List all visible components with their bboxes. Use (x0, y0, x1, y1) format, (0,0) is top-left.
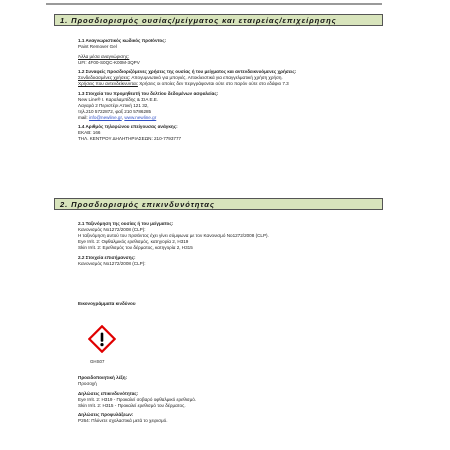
product-name: Paint Remover Gel (78, 44, 117, 49)
section-2-body (78, 221, 383, 267)
skin-irritation-class: Skin Irrit. 2: Ερεθισμός του δέρματος, κατηγορία 2, H315 (78, 245, 193, 250)
top-rule (46, 3, 382, 5)
supplier-website-link[interactable]: www.newline.gr (124, 114, 157, 120)
supplier-phone: τηλ.210 5722872, φαξ 210 5786285 (78, 108, 152, 114)
relevant-uses-label: Συνδεδυασμένες χρήσεις: (78, 75, 131, 80)
emergency-heading: 1.4 Αριθμός τηλεφώνου επείγουσας ανάγκης: (78, 124, 178, 129)
pictograms-heading: Εικονογράμματα κινδύνου (78, 301, 136, 306)
relevant-uses-value: Απογυμνωτικό για μπογιές. Αποκλειστικά για επαγγελματική χρήση χρήση. (130, 75, 283, 80)
supplier-email-link[interactable]: info@newline.gr (88, 114, 122, 120)
contact-separator: , (121, 114, 125, 120)
hazard-statements-heading: Δηλώσεις επικινδυνότητας: (78, 390, 139, 396)
signal-word-heading: Προειδοποιητική λέξη: (78, 375, 128, 380)
emergency-poison-center: ΤΗΛ. ΚΕΝΤΡΟΥ ΔΗΛΗΤΗΡΙΑΣΕΩΝ: 210-7793777 (78, 136, 182, 141)
precautionary-heading: Δηλώσεις προφυλάξεων: (78, 412, 134, 417)
label-elements-heading: 2.2 Στοιχεία επισήμανσης: (78, 254, 136, 260)
precautionary-p264: P264: Πλύνετε σχολαστικά μετά το χειρισμό. (78, 418, 168, 423)
regulation-1: Κανονισμός Νο1272/2008 (CLP): (78, 227, 146, 232)
supplier-name: New Line® I. Καραλαμπίδης & ΣΙΑ Ε.Ε. (78, 96, 159, 102)
section-1-header (54, 14, 383, 26)
product-identifier-heading: 1.1 Αναγνωριστικός κωδικός προϊόντος: (78, 38, 167, 43)
hazard-statement-h319: Eye Irrit. 2: H319 - Προκαλεί σοβαρό οφθαλμικό ερεθισμό. (78, 396, 197, 402)
classification-heading: 2.1 Ταξινόμηση της ουσίας ή του μείγματος: (78, 221, 174, 226)
classification-note: Η ταξινόμηση αυτού του προϊόντος έχει γίνει σύμφωνα με τον Κανονισμό Νο1272/2008 (CLP). (78, 233, 269, 238)
section-2-title: 2. Προσδιορισμός επικινδυνότητας (60, 199, 215, 209)
hazard-statement-h315: Skin Irrit. 2: H315 - Προκαλεί ερεθισμό του δέρματος. (78, 402, 186, 408)
section-2-statements (78, 375, 383, 424)
section-1-title: 1. Προσδιορισμός ουσίας/μείγματος και εταιρείας/επιχείρησης (60, 15, 337, 25)
eye-irritation-class: Eye Irrit. 2: Οφθαλμικός ερεθισμός, κατηγορία 2, H319 (78, 239, 189, 244)
exclamation-mark-diamond-icon (88, 325, 116, 353)
regulation-2: Κανονισμός Νο1272/2008 (CLP): (78, 260, 146, 266)
other-means-label: Άλλα μέσα αναγνώρισης: (78, 53, 130, 59)
mail-prefix: mail: (78, 114, 89, 120)
signal-word: Προσοχή (78, 381, 97, 386)
ufi-code: UFI: 4F00-S0QC-K00M-3QPV (78, 59, 140, 65)
section-2-header (54, 198, 383, 210)
supplier-heading: 1.3 Στοιχεία του προμηθευτή του δελτίου δεδομένων ασφαλείας: (78, 90, 219, 96)
emergency-ekav: ΕΚΑΒ: 166 (78, 130, 101, 135)
uses-heading: 1.2 Συναφείς προσδιοριζόμενες χρήσεις της ουσίας ή του μείγματος και αντενδεικνυόμενες χρήσεις: (78, 69, 297, 74)
supplier-address: Λαγαρά 2 Περιστέρι Αττική 121 32, (78, 102, 149, 108)
uses-advised-value: Χρήσεις οι οποίες δεν περιγράφονται ούτε στο παρόν ούτε στο εδάφιο 7.3 (137, 81, 289, 86)
section-1-body (78, 38, 383, 142)
uses-advised-label: Χρήσεις που αντενδείκνυνται: (78, 81, 138, 86)
pictogram-code: GHS07 (90, 359, 105, 364)
pictograms-block (78, 301, 383, 307)
